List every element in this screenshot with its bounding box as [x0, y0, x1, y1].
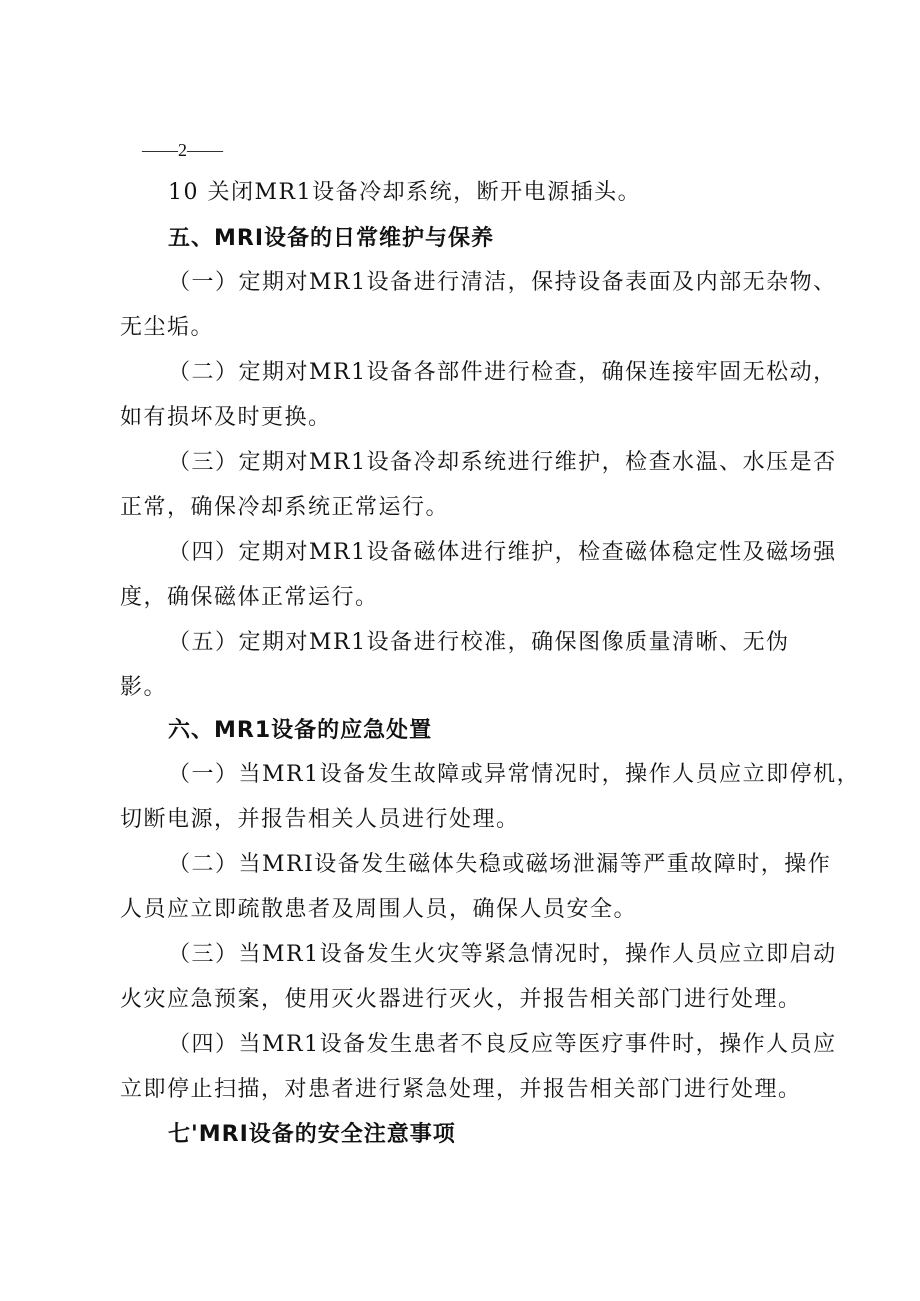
page-number: ——2——: [142, 140, 223, 160]
section-heading-7: 七'MRI设备的安全注意事项: [168, 1122, 456, 1147]
paragraph-6-4-line-1: （四）当MR1设备发生患者不良反应等医疗事件时，操作人员应: [168, 1032, 837, 1057]
paragraph-5-2-line-1: （二）定期对MR1设备各部件进行检查，确保连接牢固无松动，: [168, 360, 837, 385]
paragraph-6-3-line-2: 火灾应急预案，使用灭火器进行灭火，并报告相关部门进行处理。: [120, 987, 802, 1012]
section-heading-6: 六、MR1设备的应急处置: [168, 718, 433, 743]
paragraph-5-3-line-1: （三）定期对MR1设备冷却系统进行维护，检查水温、水压是否: [168, 450, 837, 475]
paragraph-step-10: 10 关闭MR1设备冷却系统，断开电源插头。: [168, 180, 642, 205]
paragraph-6-4-line-2: 立即停止扫描，对患者进行紧急处理，并报告相关部门进行处理。: [120, 1077, 802, 1102]
paragraph-6-3-line-1: （三）当MR1设备发生火灾等紧急情况时，操作人员应立即启动: [168, 942, 837, 967]
paragraph-6-1-line-1: （一）当MR1设备发生故障或异常情况时，操作人员应立即停机，: [168, 762, 861, 787]
paragraph-5-1-line-2: 无尘垢。: [120, 315, 215, 340]
paragraph-5-4-line-2: 度，确保磁体正常运行。: [120, 585, 379, 610]
paragraph-5-1-line-1: （一）定期对MR1设备进行清洁，保持设备表面及内部无杂物、: [168, 270, 837, 295]
paragraph-5-5-line-1: （五）定期对MR1设备进行校准，确保图像质量清晰、无伪: [168, 630, 790, 655]
section-heading-5: 五、MRI设备的日常维护与保养: [168, 226, 495, 251]
paragraph-6-2-line-2: 人员应立即疏散患者及周围人员，确保人员安全。: [120, 897, 638, 922]
paragraph-5-3-line-2: 正常，确保冷却系统正常运行。: [120, 495, 450, 520]
paragraph-5-2-line-2: 如有损坏及时更换。: [120, 405, 332, 430]
paragraph-6-2-line-1: （二）当MRI设备发生磁体失稳或磁场泄漏等严重故障时，操作: [168, 852, 832, 877]
paragraph-5-4-line-1: （四）定期对MR1设备磁体进行维护，检查磁体稳定性及磁场强: [168, 540, 837, 565]
paragraph-6-1-line-2: 切断电源，并报告相关人员进行处理。: [120, 807, 520, 832]
paragraph-5-5-line-2: 影。: [120, 675, 168, 700]
